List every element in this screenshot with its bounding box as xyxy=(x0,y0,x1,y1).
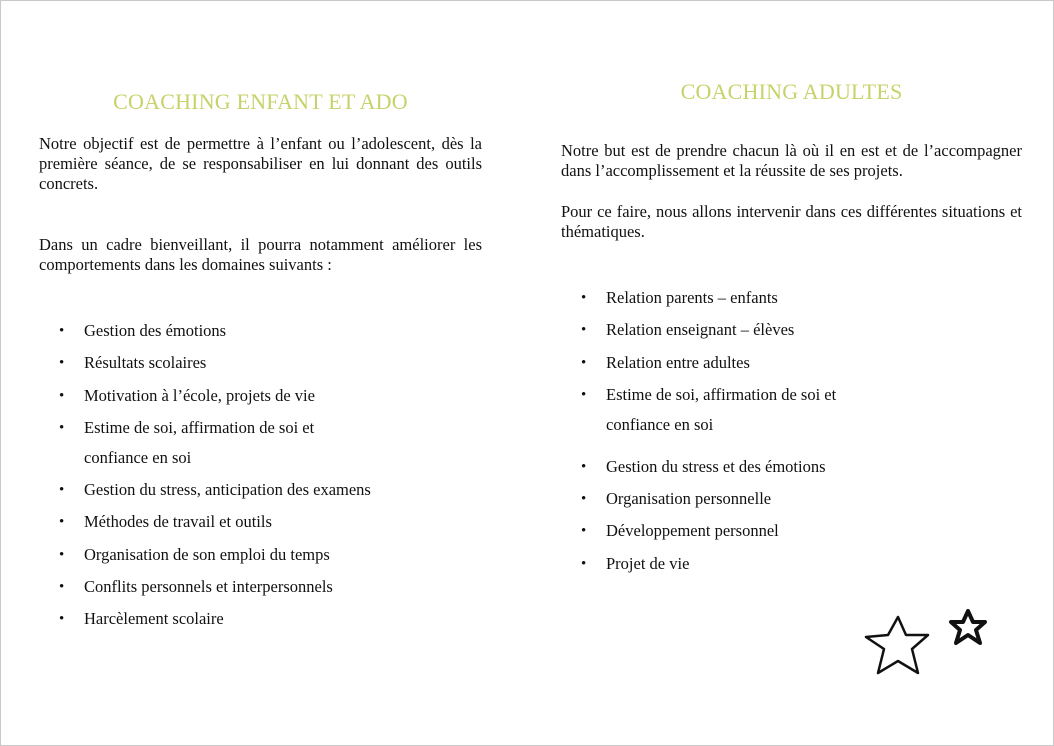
bullet-icon: • xyxy=(59,482,65,499)
bullet-icon: • xyxy=(581,290,587,306)
bullet-icon: • xyxy=(581,386,587,403)
intro-paragraph: Notre but est de prendre chacun là où il en est et de l’accompagner dans l’accomplissement et la réussite de ses projets. xyxy=(561,141,1022,180)
list-item: • Organisation de son emploi du temps xyxy=(39,540,482,570)
list-item: • Résultats scolaires xyxy=(39,348,482,378)
bullet-icon: • xyxy=(581,458,587,475)
list-item: • Harcèlement scolaire xyxy=(39,604,482,634)
bullet-icon: • xyxy=(581,491,587,508)
list-item: • Relation parents – enfants xyxy=(561,283,1022,313)
list-item: • Conflits personnels et interpersonnels xyxy=(39,572,482,602)
list-item: • Gestion du stress, anticipation des examens xyxy=(39,475,482,505)
bullet-icon: • xyxy=(581,555,587,572)
bullet-icon: • xyxy=(59,546,65,563)
intro-paragraph: Notre objectif est de permettre à l’enfant ou l’adolescent, dès la première séance, de se responsabiliser en lui donnant des outils concrets. xyxy=(39,134,482,193)
bullet-icon: • xyxy=(59,419,65,436)
list-item: • Estime de soi, affirmation de soi et confiance en soi xyxy=(39,413,374,473)
bullet-icon: • xyxy=(59,323,65,339)
list-item: • Motivation à l’école, projets de vie xyxy=(39,381,482,411)
list-item: • Développement personnel xyxy=(561,516,1022,546)
star-outline-icon xyxy=(866,617,928,673)
list-item: • Gestion du stress et des émotions xyxy=(561,452,1022,482)
list-item: • Méthodes de travail et outils xyxy=(39,507,482,537)
list-item: • Gestion des émotions xyxy=(39,316,482,346)
section-title: COACHING ADULTES xyxy=(680,79,903,104)
section-enfant-ado xyxy=(39,89,482,637)
list-item: • Relation entre adultes xyxy=(561,348,1022,378)
list-item: • Estime de soi, affirmation de soi et confiance en soi xyxy=(561,380,896,440)
list-item: • Organisation personnelle xyxy=(561,484,1022,514)
bullet-icon: • xyxy=(59,355,65,372)
domains-paragraph: Dans un cadre bienveillant, il pourra notamment améliorer les comportements dans les domaines suivants : xyxy=(39,235,482,274)
bullet-icon: • xyxy=(581,523,587,540)
section-title: COACHING ENFANT ET ADO xyxy=(113,89,408,114)
bullet-icon: • xyxy=(581,354,587,371)
bullet-icon: • xyxy=(59,514,65,531)
themes-list xyxy=(561,283,1022,579)
domains-list xyxy=(39,316,482,634)
themes-paragraph: Pour ce faire, nous allons intervenir dans ces différentes situations et thématiques. xyxy=(561,202,1022,241)
list-item: • Projet de vie xyxy=(561,549,1022,579)
list-item: • Relation enseignant – élèves xyxy=(561,315,1022,345)
stars-decoration xyxy=(856,605,996,685)
bullet-icon: • xyxy=(59,579,65,596)
bullet-icon: • xyxy=(59,611,65,628)
bullet-icon: • xyxy=(581,322,587,339)
star-outline-icon xyxy=(951,611,985,643)
bullet-icon: • xyxy=(59,387,65,404)
section-adultes xyxy=(561,79,1022,581)
